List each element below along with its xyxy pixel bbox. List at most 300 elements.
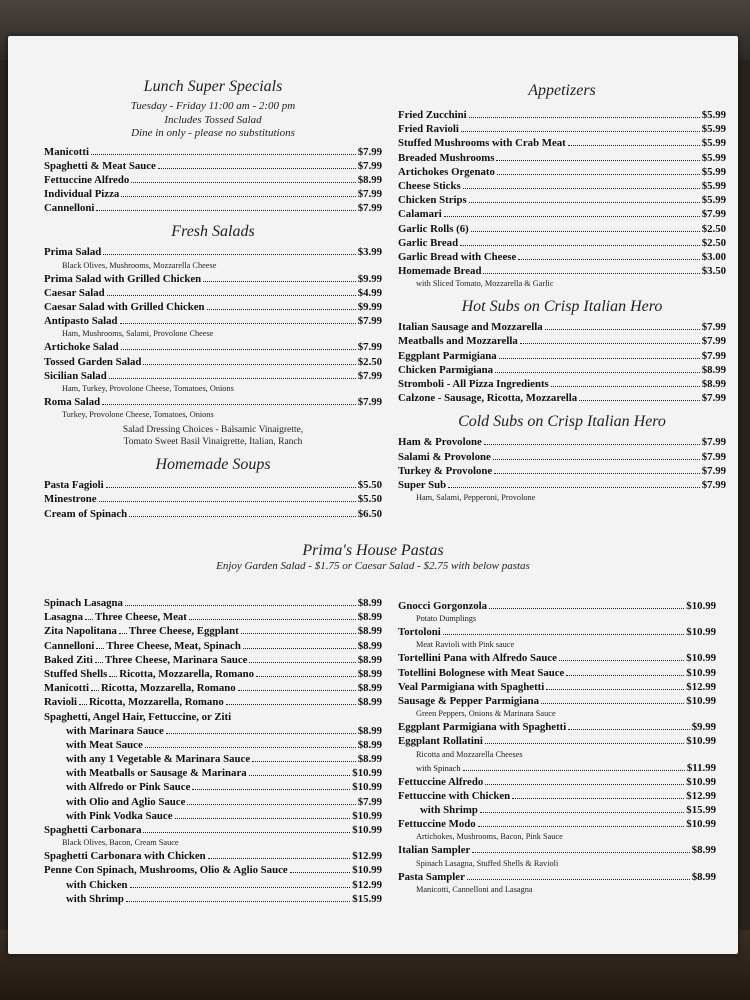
leader-dots: [546, 689, 684, 690]
menu-item: [44, 710, 382, 724]
menu-item: [44, 752, 382, 766]
item-price: $7.99: [357, 341, 382, 354]
menu-item: [44, 639, 382, 653]
item-name: Breaded Mushrooms: [398, 151, 495, 164]
item-price: $7.99: [701, 335, 726, 348]
menu-item: [44, 738, 382, 752]
item-price: $2.50: [357, 355, 382, 368]
item-name: Ravioli: [44, 696, 77, 709]
item-price: $8.99: [701, 378, 726, 390]
item-name: with Shrimp: [420, 804, 478, 817]
item-name: Garlic Bread: [398, 236, 459, 249]
menu-item: [44, 667, 382, 681]
leader-dots: [478, 826, 685, 827]
item-name: Artichoke Salad: [44, 341, 119, 354]
hot-subs-list: [398, 320, 726, 405]
menu-item: [44, 878, 382, 892]
item-name: Cheese Sticks: [398, 179, 461, 192]
menu-item: [44, 681, 382, 695]
item-price: $6.50: [357, 507, 382, 520]
item-price: $12.99: [352, 878, 382, 891]
leader-dots: [493, 459, 700, 460]
item-extra: Three Cheese, Meat: [95, 611, 187, 624]
item-name: Tortoloni: [398, 626, 441, 639]
item-name: Eggplant Parmigiana with Spaghetti: [398, 721, 567, 734]
menu-item: [398, 599, 716, 613]
menu-item: [44, 823, 382, 837]
dressing-line: Tomato Sweet Basil Vinaigrette, Italian, Ranch: [123, 437, 303, 448]
item-price: $7.99: [701, 436, 726, 449]
leader-dots: [512, 798, 684, 799]
leader-dots: [125, 605, 356, 606]
leader-dots: [238, 690, 356, 691]
appetizers-title: Appetizers: [528, 82, 596, 99]
item-price: $3.50: [701, 265, 726, 278]
leader-dots: [566, 675, 684, 676]
item-price: $8.99: [357, 639, 382, 652]
item-price: $5.99: [701, 179, 726, 192]
item-price: $8.99: [357, 667, 382, 680]
menu-item: [44, 849, 382, 863]
item-price: $7.99: [701, 321, 726, 334]
item-description: Turkey, Provolone Cheese, Tomatoes, Onions: [62, 410, 214, 420]
menu-item: [44, 314, 382, 328]
leader-dots: [85, 619, 93, 620]
item-name: Pasta Fagioli: [44, 479, 104, 492]
item-description: Ham, Turkey, Provolone Cheese, Tomatoes, Onions: [62, 383, 234, 393]
item-price: $7.99: [701, 349, 726, 362]
menu-item: [398, 250, 726, 264]
item-description: Manicotti, Cannelloni and Lasagna: [416, 884, 533, 894]
item-name: Meatballs and Mozzarella: [398, 335, 518, 348]
item-price: $7.99: [357, 315, 382, 328]
item-name: Fettuccine Alfredo: [398, 775, 484, 788]
menu-item: [44, 809, 382, 823]
lunch-details: [44, 100, 382, 141]
item-name: with Pink Vodka Sauce: [66, 809, 173, 822]
leader-dots: [463, 770, 685, 771]
menu-item: [398, 179, 726, 193]
leader-dots: [109, 676, 117, 677]
item-price: $2.50: [701, 222, 726, 235]
item-price: $10.99: [352, 824, 382, 836]
item-name: Fettuccine Alfredo: [44, 173, 130, 186]
leader-dots: [545, 329, 700, 330]
item-name: with any 1 Vegetable & Marinara Sauce: [66, 753, 251, 766]
menu-item: [398, 775, 716, 789]
item-name: Manicotti: [44, 682, 89, 695]
item-name: Caesar Salad: [44, 286, 105, 299]
leader-dots: [107, 295, 356, 296]
item-price: $8.99: [357, 597, 382, 609]
item-price: $5.50: [357, 493, 382, 506]
item-price: $5.99: [701, 151, 726, 164]
item-name: with Meat Sauce: [66, 738, 143, 751]
menu-item: [44, 245, 382, 259]
menu-item: [398, 843, 716, 857]
leader-dots: [518, 259, 699, 260]
leader-dots: [480, 812, 684, 813]
leader-dots: [119, 633, 127, 634]
item-price: $7.99: [701, 392, 726, 405]
leader-dots: [551, 386, 700, 387]
item-extra: Three Cheese, Eggplant: [128, 625, 239, 638]
menu-item: [44, 478, 382, 492]
leader-dots: [443, 634, 684, 635]
leader-dots: [143, 832, 350, 833]
item-name: Calamari: [398, 208, 442, 221]
pastas-left-column: [44, 596, 382, 906]
item-name: with Shrimp: [66, 892, 124, 905]
item-price: $7.99: [701, 450, 726, 463]
item-name: Fried Ravioli: [398, 123, 459, 136]
leader-dots: [497, 174, 700, 175]
lunch-note: Tuesday - Friday 11:00 am - 2:00 pm: [130, 100, 296, 112]
leader-dots: [203, 281, 356, 282]
item-price: $10.99: [352, 864, 382, 877]
item-price: $5.99: [701, 137, 726, 150]
item-name: with Marinara Sauce: [66, 724, 164, 737]
item-name: Chicken Parmigiana: [398, 363, 494, 376]
cold-subs-list: [398, 435, 726, 504]
menu-item: [44, 610, 382, 624]
menu-item: [398, 720, 716, 734]
leader-dots: [559, 660, 684, 661]
item-name: Garlic Rolls (6): [398, 222, 469, 235]
leader-dots: [187, 804, 355, 805]
item-name: Individual Pizza: [44, 188, 120, 201]
item-name: Lasagna: [44, 611, 84, 624]
menu-item: [44, 780, 382, 794]
leader-dots: [495, 372, 700, 373]
item-price: $12.99: [686, 789, 716, 802]
item-price: $10.99: [352, 781, 382, 794]
item-price: $11.99: [686, 761, 716, 774]
item-name: Veal Parmigiana with Spaghetti: [398, 680, 545, 693]
leader-dots: [192, 789, 350, 790]
item-price: $5.99: [701, 123, 726, 136]
item-price: $8.99: [357, 682, 382, 695]
leader-dots: [109, 378, 356, 379]
leader-dots: [568, 729, 689, 730]
leader-dots: [485, 784, 684, 785]
leader-dots: [461, 131, 700, 132]
menu-item: [398, 207, 726, 221]
leader-dots: [469, 117, 700, 118]
leader-dots: [208, 858, 351, 859]
leader-dots: [520, 343, 700, 344]
item-name: with Alfredo or Pink Sauce: [66, 781, 191, 794]
item-name: Italian Sampler: [398, 844, 471, 857]
item-name: Penne Con Spinach, Mushrooms, Olio & Aglio Sauce: [44, 864, 288, 877]
item-price: $10.99: [686, 652, 716, 665]
leader-dots: [207, 309, 356, 310]
leader-dots: [103, 254, 355, 255]
menu-item: [398, 122, 726, 136]
menu-item: [398, 789, 716, 803]
item-name: Roma Salad: [44, 395, 101, 408]
menu-item: [398, 435, 726, 449]
pastas-header: [8, 542, 738, 574]
menu-item: [44, 159, 382, 173]
item-name: Tortellini Pana with Alfredo Sauce: [398, 652, 557, 665]
menu-item: [398, 391, 726, 405]
item-name: Stuffed Shells: [44, 667, 108, 680]
leader-dots: [226, 704, 356, 705]
item-name: Minestrone: [44, 493, 97, 506]
leader-dots: [145, 747, 356, 748]
item-price: $5.50: [357, 479, 382, 492]
soups-title: Homemade Soups: [155, 456, 271, 474]
leader-dots: [489, 608, 684, 609]
leader-dots: [99, 501, 356, 502]
item-extra: Ricotta, Mozzarella, Romano: [89, 696, 224, 709]
item-price: $10.99: [686, 626, 716, 639]
soups-list: [44, 478, 382, 521]
item-price: $7.99: [701, 478, 726, 491]
menu-item: [44, 286, 382, 300]
menu-item: [44, 201, 382, 215]
leader-dots: [96, 210, 355, 211]
item-name: Tossed Garden Salad: [44, 355, 142, 368]
leader-dots: [120, 323, 356, 324]
menu-item: [44, 596, 382, 610]
menu-item: [398, 464, 726, 478]
item-price: $8.99: [357, 173, 382, 186]
item-name: Super Sub: [398, 478, 447, 491]
menu-item: [398, 761, 716, 775]
menu-item: [44, 355, 382, 369]
item-name: Totellini Bolognese with Meat Sauce: [398, 666, 565, 679]
lunch-list: [44, 145, 382, 216]
menu-item: [44, 724, 382, 738]
item-name: Cannelloni: [44, 202, 95, 215]
leader-dots: [472, 852, 689, 853]
item-name: with Spinach: [416, 762, 461, 773]
item-description: Ham, Salami, Pepperoni, Provolone: [416, 493, 536, 503]
pastas-right-list: [398, 599, 716, 896]
item-price: $12.99: [352, 850, 382, 863]
menu-item: [44, 766, 382, 780]
item-price: $7.99: [357, 188, 382, 201]
item-name: Eggplant Parmigiana: [398, 349, 497, 362]
leader-dots: [444, 216, 700, 217]
menu-item: [44, 624, 382, 638]
leader-dots: [91, 690, 99, 691]
menu-item: [44, 340, 382, 354]
item-price: $7.99: [357, 369, 382, 382]
menu-item: [398, 377, 726, 391]
item-price: $9.99: [357, 272, 382, 285]
menu-item: [398, 151, 726, 165]
menu-item: [44, 507, 382, 521]
item-price: $12.99: [686, 680, 716, 693]
item-name: Cannelloni: [44, 639, 95, 652]
menu-item: [398, 651, 716, 665]
item-name: Artichokes Orgenato: [398, 165, 495, 178]
item-extra: Ricotta, Mozzarella, Romano: [119, 667, 255, 680]
leader-dots: [256, 676, 356, 677]
menu-item: [44, 863, 382, 877]
item-description: Black Olives, Mushrooms, Mozzarella Cheese: [62, 260, 217, 270]
lunch-note: Dine in only - please no substitutions: [131, 127, 295, 139]
leader-dots: [95, 662, 103, 663]
item-price: $8.99: [357, 625, 382, 638]
leader-dots: [175, 818, 351, 819]
salads-title: Fresh Salads: [171, 223, 255, 241]
menu-item: [398, 334, 726, 348]
item-price: $10.99: [686, 735, 716, 748]
leader-dots: [143, 364, 355, 365]
item-name: with Chicken: [66, 878, 128, 891]
item-price: $10.99: [686, 666, 716, 679]
right-column: [398, 82, 726, 504]
leader-dots: [96, 648, 104, 649]
item-name: with Meatballs or Sausage & Marinara: [66, 767, 247, 780]
leader-dots: [126, 901, 350, 902]
item-price: $10.99: [352, 767, 382, 780]
leader-dots: [129, 516, 356, 517]
item-price: $7.99: [357, 202, 382, 215]
item-name: Turkey & Provolone: [398, 464, 493, 477]
menu-item: [398, 680, 716, 694]
dressing-choices: [44, 424, 382, 448]
leader-dots: [91, 154, 356, 155]
item-description: Meat Ravioli with Pink sauce: [416, 640, 515, 650]
leader-dots: [249, 662, 355, 663]
menu-item: [44, 653, 382, 667]
menu-item: [398, 803, 716, 817]
menu-item: [398, 817, 716, 831]
item-name: Ham & Provolone: [398, 436, 482, 449]
leader-dots: [463, 188, 700, 189]
menu-item: [398, 136, 726, 150]
menu-item: [44, 145, 382, 159]
pastas-title: Prima's House Pastas: [302, 542, 444, 559]
leader-dots: [252, 761, 356, 762]
item-price: $3.00: [701, 250, 726, 263]
item-price: $5.99: [701, 109, 726, 121]
item-name: Caesar Salad with Grilled Chicken: [44, 301, 205, 313]
item-price: $5.99: [701, 194, 726, 207]
menu-item: [398, 165, 726, 179]
leader-dots: [241, 633, 356, 634]
item-description: Ham, Mushrooms, Salami, Provolone Cheese: [62, 329, 214, 339]
hot-subs-title: Hot Subs on Crisp Italian Hero: [461, 298, 663, 316]
leader-dots: [121, 196, 355, 197]
menu-item: [44, 492, 382, 506]
menu-item: [44, 272, 382, 286]
item-name: Spaghetti Carbonara with Chicken: [44, 850, 206, 863]
menu-item: [44, 187, 382, 201]
leader-dots: [448, 487, 700, 488]
menu-item: [398, 222, 726, 236]
appetizers-list: [398, 108, 726, 290]
item-price: $8.99: [357, 611, 382, 624]
leader-dots: [483, 273, 699, 274]
menu-item: [398, 666, 716, 680]
lunch-note: Includes Tossed Salad: [164, 113, 262, 126]
item-description: Green Peppers, Onions & Marinara Sauce: [416, 709, 556, 719]
menu-item: [44, 395, 382, 409]
item-price: $5.99: [701, 165, 726, 178]
item-name: Eggplant Rollatini: [398, 735, 483, 748]
leader-dots: [471, 231, 700, 232]
menu-item: [44, 695, 382, 709]
item-name: Calzone - Sausage, Ricotta, Mozzarella: [398, 392, 578, 405]
item-description: Artichokes, Mushrooms, Bacon, Pink Sauce: [416, 832, 563, 842]
leader-dots: [106, 487, 356, 488]
menu-item: [398, 320, 726, 334]
item-price: $15.99: [686, 804, 716, 817]
item-description: Spinach Lasagna, Stuffed Shells & Ravioli: [416, 858, 559, 868]
menu-item: [398, 264, 726, 278]
item-name: Spaghetti Carbonara: [44, 824, 142, 836]
menu-item: [44, 300, 382, 314]
item-name: Fettuccine Modo: [398, 818, 476, 831]
leader-dots: [469, 202, 700, 203]
item-name: Zita Napolitana: [44, 625, 117, 638]
menu-item: [398, 349, 726, 363]
leader-dots: [494, 473, 700, 474]
item-name: Stromboli - All Pizza Ingredients: [398, 378, 549, 390]
item-name: Cream of Spinach: [44, 507, 128, 520]
item-price: $8.99: [357, 724, 382, 737]
leader-dots: [158, 168, 356, 169]
item-name: Sicilian Salad: [44, 369, 107, 382]
item-name: Sausage & Pepper Parmigiana: [398, 694, 540, 707]
pastas-left-list: [44, 596, 382, 906]
pastas-subtitle: Enjoy Garden Salad - $1.75 or Caesar Salad - $2.75 with below pastas: [216, 560, 530, 572]
item-price: $10.99: [686, 600, 716, 612]
item-extra: Ricotta, Mozzarella, Romano: [100, 682, 236, 695]
lunch-title: Lunch Super Specials: [143, 78, 283, 95]
leader-dots: [496, 160, 699, 161]
item-price: $2.50: [701, 236, 726, 249]
leader-dots: [568, 145, 700, 146]
menu-item: [44, 369, 382, 383]
menu-item: [398, 450, 726, 464]
item-price: $8.99: [701, 363, 726, 376]
menu-item: [398, 108, 726, 122]
item-description: Black Olives, Bacon, Cream Sauce: [62, 838, 179, 848]
menu-item: [398, 694, 716, 708]
leader-dots: [499, 358, 700, 359]
leader-dots: [460, 245, 700, 246]
menu-item: [44, 892, 382, 906]
leader-dots: [189, 619, 356, 620]
item-price: $8.99: [691, 844, 716, 857]
item-name: Italian Sausage and Mozzarella: [398, 321, 543, 334]
item-name: Spaghetti, Angel Hair, Fettuccine, or Ziti: [44, 710, 232, 723]
item-name: Stuffed Mushrooms with Crab Meat: [398, 137, 566, 150]
menu-item: [44, 173, 382, 187]
menu-item: [398, 625, 716, 639]
item-price: $10.99: [686, 694, 716, 707]
leader-dots: [79, 704, 87, 705]
leader-dots: [166, 733, 356, 734]
item-price: $9.99: [691, 721, 716, 734]
salads-list: [44, 245, 382, 421]
menu-item: [398, 236, 726, 250]
left-column: [44, 78, 382, 521]
item-name: Spaghetti & Meat Sauce: [44, 159, 156, 172]
item-name: Homemade Bread: [398, 265, 482, 278]
leader-dots: [467, 879, 690, 880]
item-name: Manicotti: [44, 145, 89, 158]
item-name: Garlic Bread with Cheese: [398, 250, 517, 263]
item-name: Gnocci Gorgonzola: [398, 600, 488, 612]
